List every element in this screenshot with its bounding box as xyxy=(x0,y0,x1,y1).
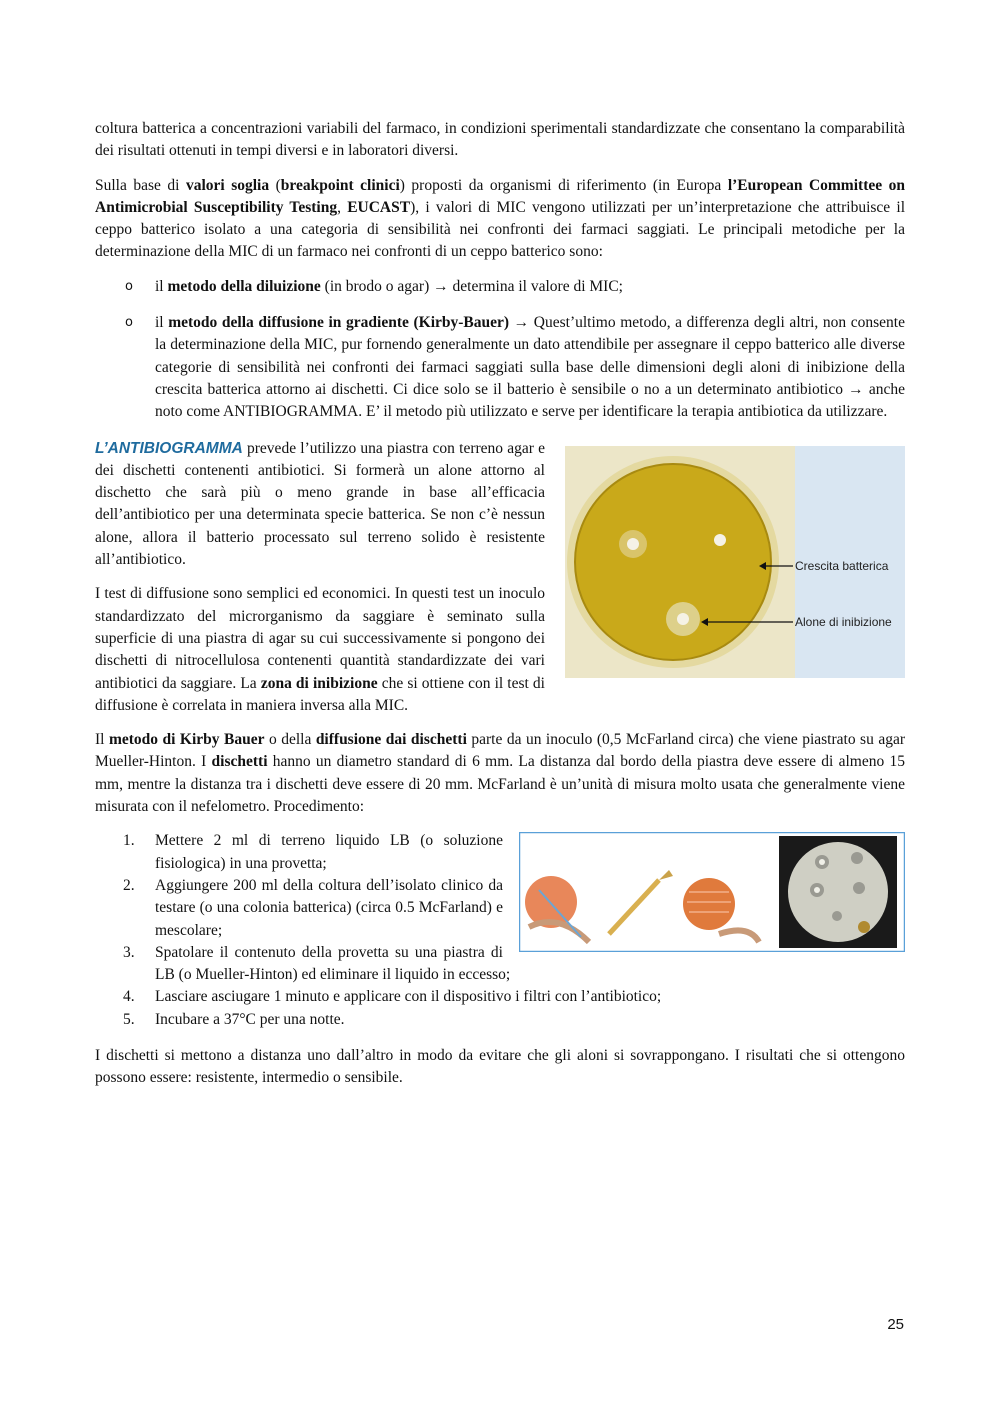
bullet-marker: o xyxy=(125,278,133,294)
closing-paragraph: I dischetti si mettono a distanza uno dall’altro in modo da evitare che gli aloni si sovrappongano. I risultati che si ottengono possono essere: resistente, intermedio o sensibile. xyxy=(95,1046,905,1087)
term-valori-soglia: valori soglia xyxy=(185,176,270,194)
list-item-diffusion: o il metodo della diffusione in gradiente (Kirby-Bauer) → Quest’ultimo metodo, a differenza degli altri, non consente la determinazione della MIC, pur fornendo generalmente un dato attendibile per assegnare il ceppo batterico alle diverse categorie di sensibilità nei confronti dei farmaci saggiati sulla base delle dimensioni degli aloni di inibizione della crescita batterica attorno ai dischetti. Ci dice solo se il batterio è sensibile o no a un determinato antibiotico → anche noto come ANTIBIOGRAMMA. E’ il metodo più utilizzato e serve per identificare la terapia antibiotica da utilizzare. xyxy=(125,314,905,421)
label-growth: Crescita batterica xyxy=(795,558,889,573)
antibiogram-section xyxy=(95,438,905,730)
diffusion-test-paragraph: I test di diffusione sono semplici ed economici. In questi test un inoculo standardizzato del microrganismo da saggiare è seminato sulla superficie di una piastra di agar su cui successivamente si pongono dei dischetti di nitrocellulosa contenenti quantità standardizzate dei vari antibiotici da saggiare. La zona di inibizione che si ottiene con il test di diffusione è correlata in maniera inversa alla MIC. xyxy=(95,585,545,714)
petri-dish-figure xyxy=(565,446,905,678)
step-item: 3. Spatolare il contenuto della provetta su una piastra di LB (o Mueller-Hinton) ed eliminare il liquido in eccesso; xyxy=(123,943,511,984)
term-eucast: EUCAST xyxy=(347,198,411,216)
list-item-dilution: o il metodo della diluizione (in brodo o agar) → determina il valore di MIC; xyxy=(95,276,905,298)
page-number: 25 xyxy=(887,1316,904,1333)
step-item: 5. Incubare a 37°C per una notte. xyxy=(123,1010,345,1028)
term-zona-inibizione: zona di inibizione xyxy=(260,674,378,692)
procedure-steps xyxy=(95,830,905,1031)
procedure-section xyxy=(95,830,905,1045)
antibiotic-disc xyxy=(677,613,689,625)
methods-list xyxy=(95,276,905,424)
section-title: L’ANTIBIOGRAMMA xyxy=(95,439,243,457)
breakpoint-paragraph: Sulla base di valori soglia (breakpoint clinici) proposti da organismi di riferimento (in Europa l’European Committee on Antimicrobial Susceptibility Testing, EUCAST), i valori di MIC vengono utilizzati per un’interpretazione che attribuisce il ceppo batterico isolato a una categoria di sensibilità nei confronti dei farmaci saggiati. Le principali metodiche per la determinazione della MIC di un farmaco nei confronti di un ceppo batterico sono: xyxy=(95,176,905,261)
document-page xyxy=(95,118,905,1090)
bullet-marker: o xyxy=(125,315,133,331)
label-halo: Alone di inibizione xyxy=(795,614,892,629)
antibiotic-disc xyxy=(714,534,726,546)
step-item: 2. Aggiungere 200 ml della coltura dell’isolato clinico da testare (o una colonia batterica) (circa 0.5 McFarland) e mescolare; xyxy=(123,876,503,939)
step-item: 1. Mettere 2 ml di terreno liquido LB (o soluzione fisiologica) in una provetta; xyxy=(123,832,503,872)
antibiotic-disc xyxy=(627,538,639,550)
term-breakpoint-clinici: breakpoint clinici xyxy=(280,176,400,194)
kirby-bauer-paragraph: Il metodo di Kirby Bauer o della diffusione dai dischetti parte da un inoculo (0,5 McFarland circa) che viene piastrato su agar Mueller-Hinton. I dischetti hanno un diametro standard di 6 mm. La distanza dal bordo della piastra deve essere di almeno 15 mm, mentre la distanza tra i dischetti deve essere di 20 mm. McFarland è un’unità di misura molto usata che generalmente viene misurata con il nefelometro. Procedimento: xyxy=(95,731,905,816)
intro-paragraph: coltura batterica a concentrazioni variabili del farmaco, in condizioni sperimentali standardizzate che consentano la comparabilità dei risultati ottenuti in tempi diversi e in laboratori diversi. xyxy=(95,120,905,160)
step-item: 4. Lasciare asciugare 1 minuto e applicare con il dispositivo i filtri con l’antibiotico; xyxy=(123,988,662,1006)
term-eucast-full: l’European Committee on Antimicrobial Susceptibility Testing xyxy=(95,176,905,216)
antibiogram-paragraph: L’ANTIBIOGRAMMA prevede l’utilizzo una piastra con terreno agar e dei dischetti contenenti antibiotici. Si formerà un alone attorno al dischetto che sarà più o meno grande in base all’efficacia dell’antibiotico per una determinata specie batterica. Se non c’è nessun alone, allora il batterio processato sul terreno solido è resistente all’antibiotico. xyxy=(95,439,545,569)
